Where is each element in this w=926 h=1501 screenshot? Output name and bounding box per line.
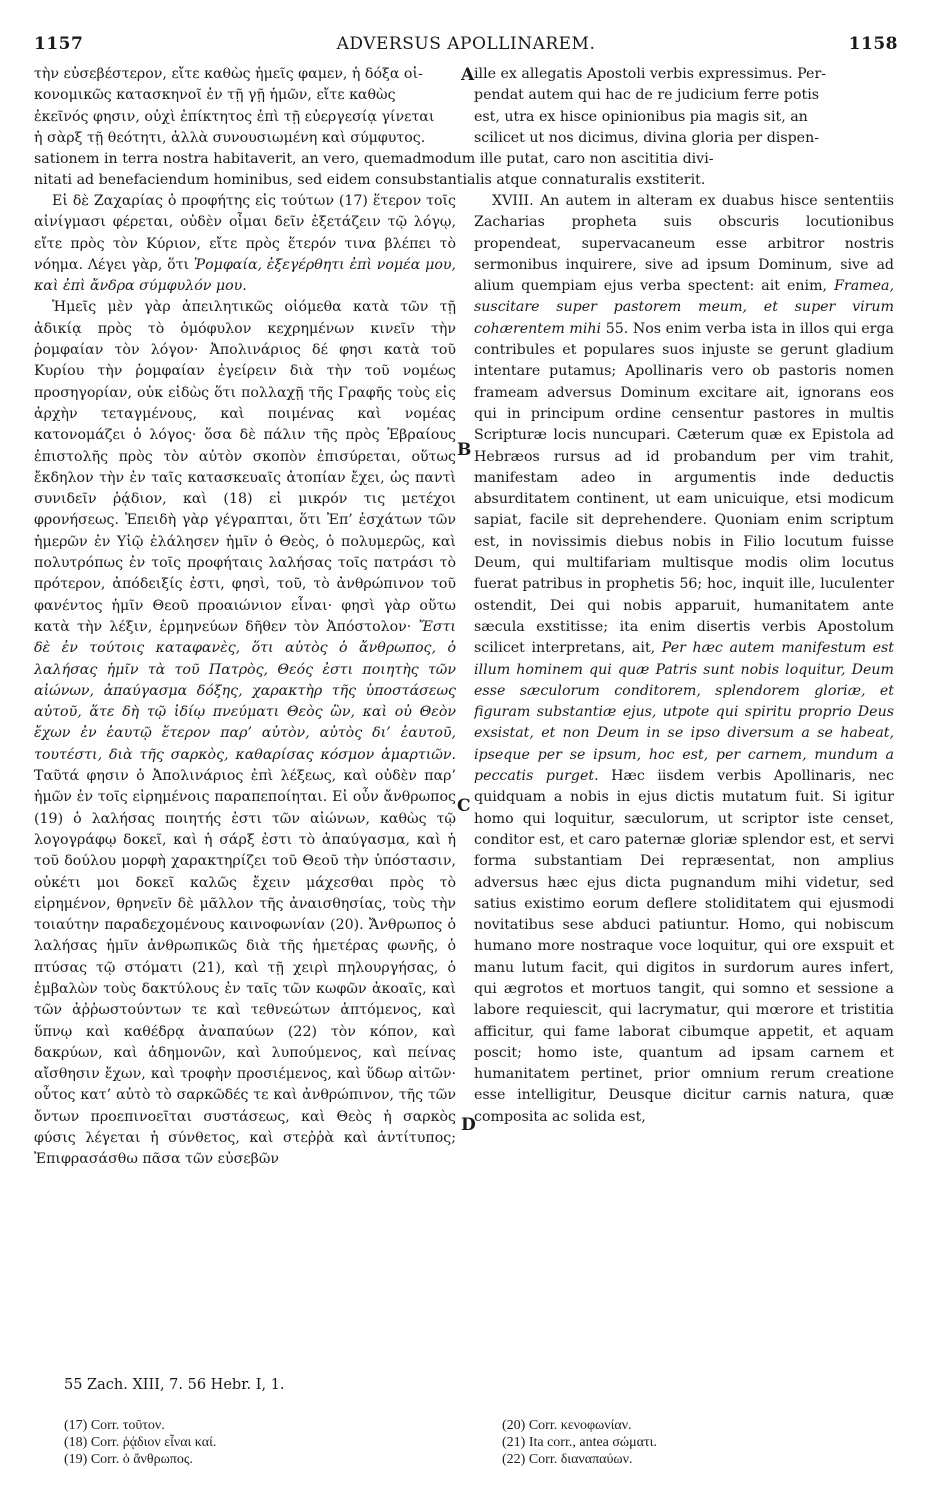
latin-text: 55. Nos enim verba ista in illos qui erga contribules et populares suos injuste se gerunt gladium intentare putamus; Apollinaris vero ob pastoris nomen frameam adversus Dominum excitare ait, ignorans eos qui in principum ordine censentur pastores in multis Scripturæ locis nuncupari. Cæterum quæ ex Epistola ad Hebræos rursus ad id probandum per vim trahit, manifestam adeo in argumentis inde deductis absurditatem continent, ut eam unicuique, etsi modicum sapiat, facile sit deprehendere. Quoniam enim scriptum est, in novissimis diebus nobis in Filio locutum fuisse Deum, qui multifariam multisque modis olim locutus fuerat patribus in prophetis 56; hoc, inquit ille, luculenter ostendit, Dei qui nobis apparuit, humanitatem ante sæcula exstitisse; ita enim disertis verbis Apostolum scilicet interpretans, ait, <box>474 320 894 657</box>
greek-text: Εἰ δὲ Ζαχαρίας ὁ προφήτης εἰς τούτων (17) ἕτερον τοῖς αἰνίγμασι φέρεται, οὐδὲν οἶμαι δεῖν ἐξετάζειν τῷ λόγῳ, εἴτε πρὸς τὸν Κύριον, εἴτε πρὸς ἕτερόν τινα βλέπει τὸ νόημα. Λέγει γὰρ, ὅτι <box>34 193 456 273</box>
margin-marker-b: B <box>457 440 472 460</box>
running-title: ADVERSUS APOLLINAREM. <box>336 34 596 54</box>
greek-text: Ἡμεῖς μὲν γὰρ ἀπειλητικῶς οἰόμεθα κατὰ τῶν τῇ ἀδικίᾳ πρὸς τὸ ὁμόφυλον κεχρημένων κινεῖν τὴν ῥομφαίαν τὸν λόγον· Ἀπολινάριος δέ φησι κατὰ τοῦ Κυρίου τὴν ῥομφαίαν ἐγείρειν διὰ τὴν τοῦ νομέως προσηγορίαν, οὐκ εἰδὼς ὅτι πολλαχῇ τῆς Γραφῆς τοὺς εἰς ἀρχὴν τεταγμένους, καὶ ποιμένας καὶ νομέας κατονομάζει ὁ λόγος· ὅσα δὲ πάλιν τῆς πρὸς Ἑβραίους ἐπιστολῆς πρὸς τὸν αὐτὸν σκοπὸν ἐπισύρεται, οὕτως ἔκδηλον τὴν ἐν ταῖς κατασκευαῖς ἀτοπίαν ἔχει, ὡς παντὶ συνιδεῖν ῥᾴδιον, καὶ (18) εἰ μικρόν τις μετέχοι φρονήσεως. Ἐπειδὴ γὰρ γέγραπται, ὅτι Ἐπ’ ἐσχάτων τῶν ἡμερῶν ἐν Υἱῷ ἐλάλησεν ἡμῖν ὁ Θεὸς, ὁ πολυμερῶς, καὶ πολυτρόπως ἐν τοῖς προφήταις λαλήσας τοῖς πατράσι τὸ πρότερον, ἀπόδειξίς ἐστι, φησὶ, τοῦ, τὸ ἀνθρώπινον τοῦ φανέντος ἡμῖν Θεοῦ προαιώνιον εἶναι· φησὶ γὰρ οὕτω κατὰ τὴν λέξιν, ἑρμηνεύων δῆθεν τὸν Ἀπόστολον· <box>34 299 456 635</box>
greek-top-line: ἡ σὰρξ τῇ θεότητι, ἀλλὰ συνουσιωμένη καὶ σύμφυτος. <box>34 129 426 146</box>
footnote: (18) Corr. ῥᾴδιον εἶναι καί. <box>64 1435 217 1450</box>
left-page-number: 1157 <box>34 34 84 54</box>
latin-apollinaris-quote: Per hæc autem manifestum est illum hominem qui quæ Patris sunt nobis loquitur, Deum esse sæculorum conditorem, splendorem gloriæ, et figuram substantiæ ejus, utpote qui spiritu proprio Deus exsistat, et non Deum in se ipso diversum a se habeat, ipseque per se ipsum, hoc est, per carnem, mundum a peccatis purget. <box>474 640 894 785</box>
greek-top-line: κονομικῶς κατασκηνοῖ ἐν τῇ γῇ ἡμῶν, εἴτε καθὼς <box>34 87 396 104</box>
shared-line: nitati ad benefaciendum hominibus, sed eidem consubstantialis atque connaturalis exstiterit. <box>34 172 706 189</box>
greek-paragraph-1 <box>34 191 456 297</box>
footnote-divider <box>34 1356 892 1357</box>
latin-top-line: pendat autem qui hac de re judicium ferre potis <box>474 87 820 104</box>
margin-marker-d: D <box>461 1115 476 1135</box>
footnotes-left <box>64 1417 216 1468</box>
footnote: (22) Corr. διαναπαύων. <box>502 1452 633 1467</box>
greek-apollinaris-quote: Ἔστι δὲ ἐν τούτοις καταφανὲς, ὅτι αὐτὸς ὁ ἄνθρωπος, ὁ λαλήσας ἡμῖν τὰ τοῦ Πατρὸς, Θεός ἐστι ποιητὴς τῶν αἰώνων, ἀπαύγασμα δόξης, χαρακτὴρ τῆς ὑποστάσεως αὐτοῦ, ἅτε δὴ τῷ ἰδίῳ πνεύματι Θεὸς ὢν, καὶ οὐ Θεὸν ἔχων ἐν ἑαυτῷ ἕτερον παρ’ αὐτὸν, αὐτὸς δι’ ἑαυτοῦ, τουτέστι, διὰ τῆς σαρκὸς, καθαρίσας κόσμον ἁμαρτιῶν. <box>34 618 456 763</box>
right-page-number: 1158 <box>848 34 898 54</box>
shared-line: sationem in terra nostra habitaverit, an vero, quemadmodum ille putat, caro non ascititia divi- <box>34 151 714 167</box>
margin-marker-c: C <box>457 796 471 816</box>
greek-column-top <box>34 64 456 149</box>
scripture-references: 55 Zach. XIII, 7. 56 Hebr. I, 1. <box>64 1377 285 1393</box>
latin-top-line: scilicet ut nos dicimus, divina gloria per dispen- <box>474 129 820 146</box>
full-width-lines <box>34 149 894 192</box>
latin-column <box>474 191 894 1128</box>
latin-scripture-quote: Framea, suscitare super pastorem meum, et super virum cohærentem mihi <box>474 278 894 337</box>
greek-top-line: τὴν εὐσεβέστερον, εἴτε καθὼς ἡμεῖς φαμεν, ἡ δόξα οἰ- <box>34 66 423 82</box>
latin-top-line: ille ex allegatis Apostoli verbis expressimus. Per- <box>474 66 827 82</box>
latin-paragraph-1 <box>474 191 894 1128</box>
greek-column <box>34 191 456 1171</box>
latin-column-top <box>474 64 894 149</box>
page-header <box>34 34 898 58</box>
footnote: (20) Corr. κενοφωνίαν. <box>502 1418 632 1433</box>
greek-scripture-quote: Ῥομφαία, ἐξεγέρθητι ἐπὶ νομέα μου, καὶ ἐπὶ ἄνδρα σύμφυλόν μου. <box>34 256 456 295</box>
footnote: (21) Ita corr., antea σώματι. <box>502 1435 657 1450</box>
latin-top-line: est, utra ex hisce opinionibus pia magis sit, an <box>474 108 808 125</box>
greek-top-line: ἐκεῖνός φησιν, οὐχὶ ἐπίκτητος ἐπὶ τῇ εὐεργεσίᾳ γίνεται <box>34 108 435 125</box>
greek-paragraph-2 <box>34 297 456 1170</box>
latin-text: XVIII. An autem in alteram ex duabus hisce sententiis Zacharias propheta suis obscuris locutionibus propendeat, supervacaneum esse arbitror nostris sermonibus inquirere, sive ad ipsum Dominum, sive ad alium quempiam ejus verba spectent: ait enim, <box>474 193 894 295</box>
margin-marker-a: A <box>461 65 475 85</box>
latin-text: Hæc iisdem verbis Apollinaris, nec quidquam a nobis in ejus dictis mutatum fuit. Si igitur homo qui loquitur, sæculorum, ut scriptor iste censet, conditor est, et caro paternæ gloriæ splendor est, et servi forma substantiam Dei repræsentat, non amplius adversus hæc ejus dicta pugnandum mihi videtur, sed satius existimo eorum deflere stoliditatem qui ejusmodi novitatibus sese abduci patiuntur. Homo, qui nobiscum humano more nostraque voce loquitur, qui ore exspuit et manu lutum facit, qui digitos in surdorum aures infert, qui ægrotos et mortuos tangit, qui somno et sessione a labore requiescit, qui lacrymatur, qui mœrore et tristitia afficitur, qui fame laborat cibumque appetit, et aquam poscit; homo iste, quantum ad ipsam carnem et humanitatem pertinet, prior omnium rerum creatione esse intelligitur, Deusque dicitur carnis natura, quæ composita ac solida est, <box>474 768 894 1125</box>
footnote: (19) Corr. ὁ ἄνθρωπος. <box>64 1452 193 1467</box>
greek-text: Ταῦτά φησιν ὁ Ἀπολινάριος ἐπὶ λέξεως, καὶ οὐδὲν παρ’ ἡμῶν ἐν τοῖς εἰρημένοις παραπεποίηται. Εἰ οὖν ἄνθρωπος (19) ὁ λαλήσας ποιητής ἐστι τῶν αἰώνων, καθὼς τῷ λογογράφῳ δοκεῖ, καὶ ἡ σάρξ ἐστι τὸ ἀπαύγασμα, καὶ ἡ τοῦ δούλου μορφὴ χαρακτηρίζει τοῦ Θεοῦ τὴν ὑπόστασιν, οὐκέτι μοι δοκεῖ καλῶς ἔχειν μάχεσθαι πρὸς τὸ εἰρημένον, θρηνεῖν δὲ μᾶλλον τῆς ἀναισθησίας, τοὺς τὴν τοιαύτην παραδεχομένους καινοφωνίαν (20). Ἄνθρωπος ὁ λαλήσας ἡμῖν ἀνθρωπικῶς διὰ τῆς ἡμετέρας φωνῆς, ὁ πτύσας τῷ στόματι (21), καὶ τῇ χειρὶ πηλουργήσας, ὁ ἐμβαλὼν τοὺς δακτύλους ἐν ταῖς τῶν κωφῶν ἀκοαῖς, καὶ τῶν ἀῤῥωστούντων τε καὶ τεθνεώτων ἁπτόμενος, καὶ ὕπνῳ καὶ καθέδρᾳ ἀναπαύων (22) τὸν κόπον, καὶ δακρύων, καὶ ἀδημονῶν, καὶ λυπούμενος, καὶ πείνας αἴσθησιν ἔχων, καὶ τροφὴν προσιέμενος, καὶ ὕδωρ αἰτῶν· οὗτος κατ’ αὐτὸ τὸ σαρκῶδές τε καὶ ἀνθρώπινον, τῆς τῶν ὄντων προεπινοεῖται συστάσεως, καὶ Θεὸς ἡ σαρκὸς φύσις λέγεται ἡ σύνθετος, καὶ στεῤῥὰ καὶ ἀντίτυπος; Ἐπιφρασάσθω πᾶσα τῶν εὐσεβῶν <box>34 768 456 1168</box>
footnotes-right <box>502 1417 657 1468</box>
footnote: (17) Corr. τοῦτον. <box>64 1418 165 1433</box>
